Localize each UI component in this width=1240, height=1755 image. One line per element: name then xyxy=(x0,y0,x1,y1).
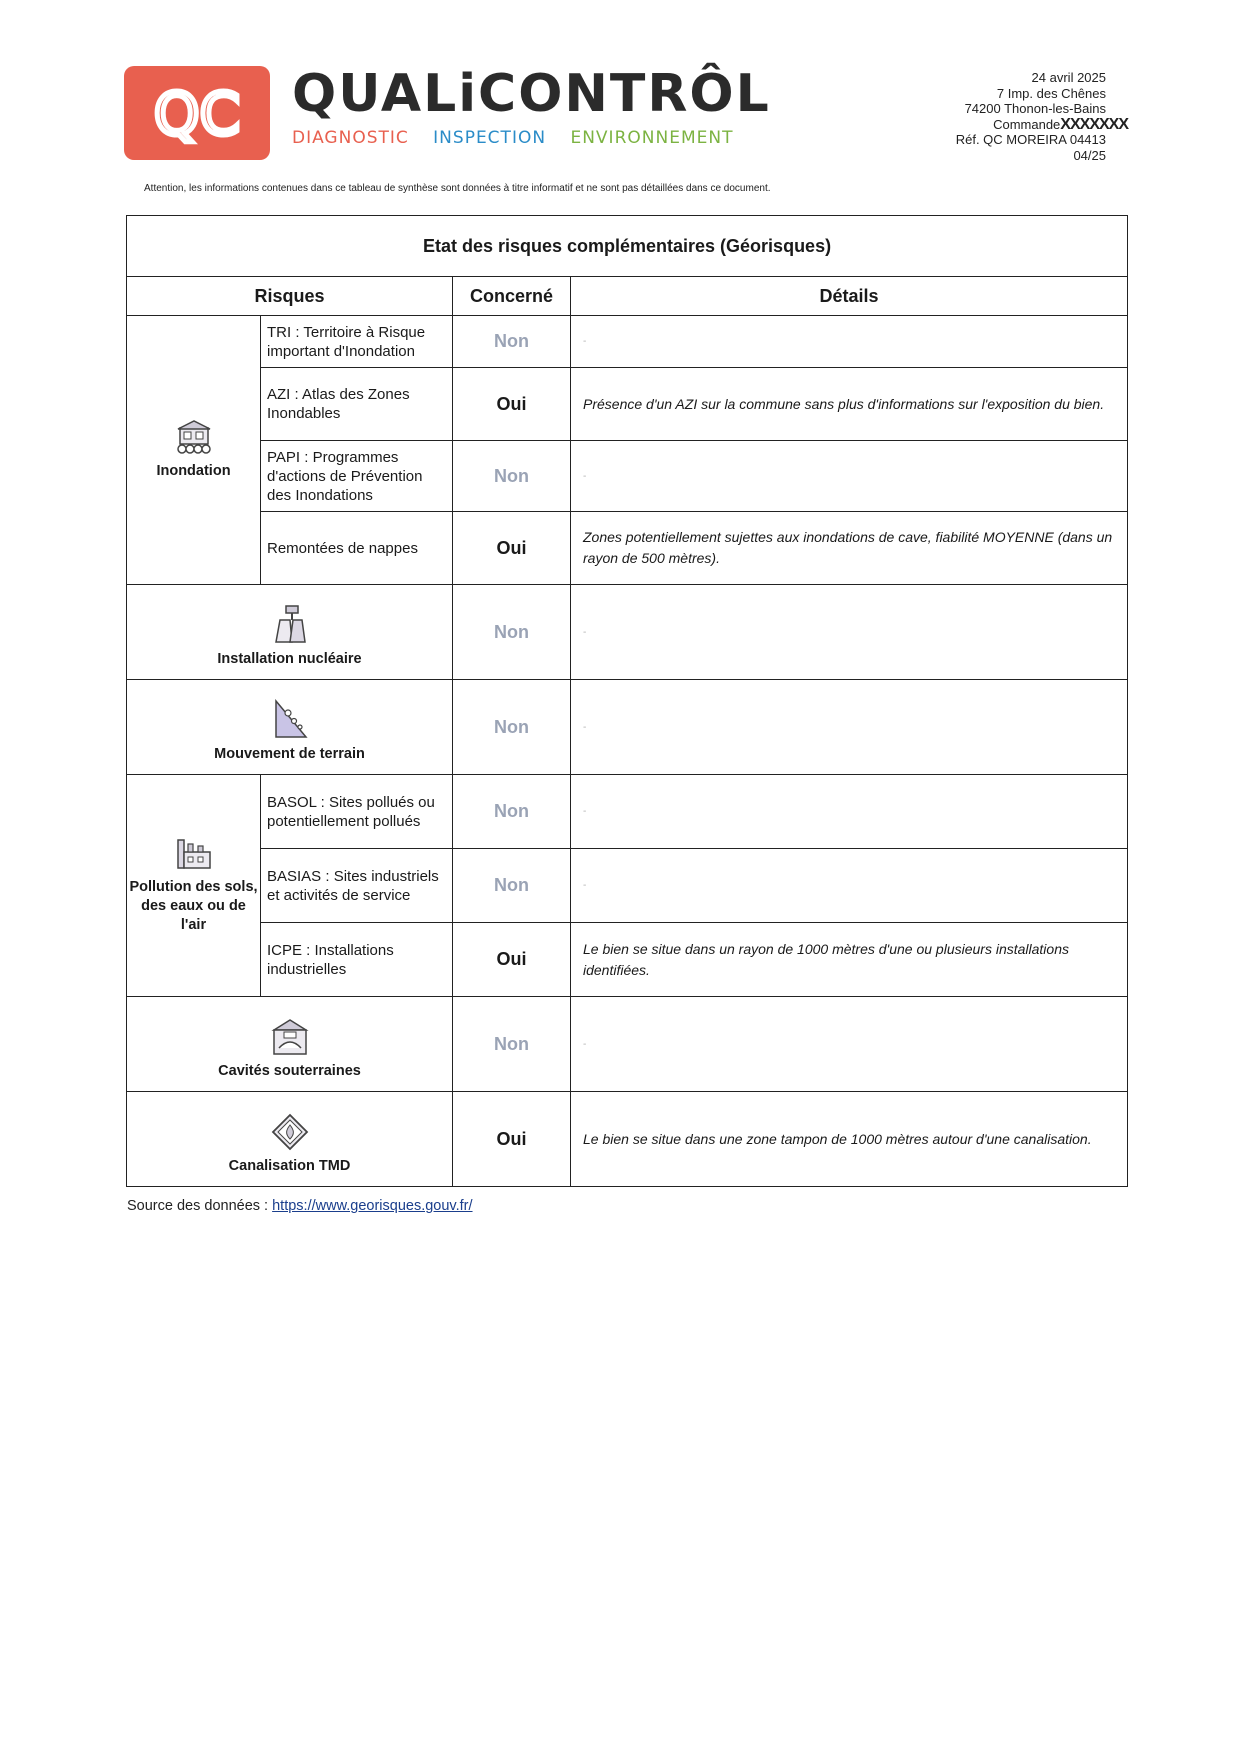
details-value: Présence d'un AZI sur la commune sans plus d'informations sur l'exposition du bien. xyxy=(571,368,1128,441)
details-value: - xyxy=(571,680,1128,775)
commande-label: Commande xyxy=(993,116,1061,132)
header-concerne: Concerné xyxy=(453,277,571,316)
category-label: Pollution des sols, des eaux ou de l'air xyxy=(129,879,258,933)
table-row xyxy=(127,441,1128,512)
brand-tags xyxy=(292,128,771,148)
landslide-icon xyxy=(272,699,308,739)
tag-inspection: INSPECTION xyxy=(433,128,547,148)
category-mouvement xyxy=(127,680,453,775)
category-inondation xyxy=(127,316,261,585)
factory-pollution-icon xyxy=(174,836,214,872)
page-ref: 04/25 xyxy=(1073,147,1106,163)
cavity-icon xyxy=(271,1018,309,1056)
details-value: - xyxy=(571,585,1128,680)
category-label: Installation nucléaire xyxy=(217,651,362,667)
category-label: Canalisation TMD xyxy=(228,1158,351,1174)
category-label: Cavités souterraines xyxy=(218,1063,361,1079)
address-line-1: 7 Imp. des Chênes xyxy=(996,85,1106,101)
document-date: 24 avril 2025 xyxy=(1031,70,1106,85)
tag-environnement: ENVIRONNEMENT xyxy=(570,128,734,148)
details-value: - xyxy=(571,316,1128,368)
category-cavites xyxy=(127,997,453,1092)
header-details: Détails xyxy=(571,277,1128,316)
sub-risk-label: BASIAS : Sites industriels et activités de service xyxy=(261,849,453,923)
commande-mask: XXXXXXX xyxy=(1060,115,1128,133)
category-label: Mouvement de terrain xyxy=(214,746,365,762)
commande-row xyxy=(956,115,1128,133)
tag-diagnostic: DIAGNOSTIC xyxy=(292,128,409,148)
hazard-diamond-icon xyxy=(271,1113,309,1151)
address-line-2: 74200 Thonon-les-Bains xyxy=(964,101,1106,116)
table-row xyxy=(127,775,1128,849)
concerne-value: Non xyxy=(453,997,571,1092)
concerne-value: Oui xyxy=(453,1092,571,1187)
flood-house-icon xyxy=(174,420,214,456)
category-label: Inondation xyxy=(156,462,231,479)
table-row xyxy=(127,923,1128,997)
concerne-value: Oui xyxy=(453,368,571,441)
concerne-value: Non xyxy=(453,441,571,512)
nuclear-plant-icon xyxy=(272,604,308,644)
details-value: - xyxy=(571,441,1128,512)
details-value: - xyxy=(571,775,1128,849)
brand xyxy=(292,66,771,148)
details-value: Zones potentiellement sujettes aux inondations de cave, fiabilité MOYENNE (dans un rayon de 500 mètres). xyxy=(571,512,1128,585)
concerne-value: Oui xyxy=(453,512,571,585)
header-risques: Risques xyxy=(127,277,453,316)
category-nucleaire xyxy=(127,585,453,680)
table-row xyxy=(127,680,1128,775)
concerne-value: Non xyxy=(453,316,571,368)
details-value: Le bien se situe dans une zone tampon de 1000 mètres autour d'une canalisation. xyxy=(571,1092,1128,1187)
source-line xyxy=(127,1198,473,1214)
details-value: - xyxy=(571,849,1128,923)
concerne-value: Non xyxy=(453,680,571,775)
brand-name: QUALiCONTRÔL xyxy=(292,64,771,124)
sub-risk-label: PAPI : Programmes d'actions de Prévention des Inondations xyxy=(261,441,453,512)
risk-table xyxy=(126,215,1128,1187)
document-info xyxy=(955,70,1128,163)
sub-risk-label: TRI : Territoire à Risque important d'Inondation xyxy=(261,316,453,368)
sub-risk-label: BASOL : Sites pollués ou potentiellement pollués xyxy=(261,775,453,849)
concerne-value: Non xyxy=(453,585,571,680)
sub-risk-label: ICPE : Installations industrielles xyxy=(261,923,453,997)
warning-text: Attention, les informations contenues dans ce tableau de synthèse sont données à titre informatif et ne sont pas détaillées dans ce document. xyxy=(144,183,771,194)
table-row xyxy=(127,585,1128,680)
table-row xyxy=(127,1092,1128,1187)
logo xyxy=(124,66,270,160)
qc-logo-icon xyxy=(124,66,270,160)
source-link[interactable]: https://www.georisques.gouv.fr/ xyxy=(272,1198,473,1214)
reference: Réf. QC MOREIRA 04413 xyxy=(955,132,1106,147)
details-value: - xyxy=(571,997,1128,1092)
table-row xyxy=(127,849,1128,923)
svg-text:QC: QC xyxy=(153,80,241,148)
table-row xyxy=(127,368,1128,441)
concerne-value: Non xyxy=(453,849,571,923)
source-label: Source des données : xyxy=(127,1198,273,1214)
concerne-value: Non xyxy=(453,775,571,849)
table-row xyxy=(127,512,1128,585)
table-row xyxy=(127,997,1128,1092)
concerne-value: Oui xyxy=(453,923,571,997)
details-value: Le bien se situe dans un rayon de 1000 mètres d'une ou plusieurs installations identifiées. xyxy=(571,923,1128,997)
sub-risk-label: Remontées de nappes xyxy=(261,512,453,585)
category-canalisation xyxy=(127,1092,453,1187)
sub-risk-label: AZI : Atlas des Zones Inondables xyxy=(261,368,453,441)
table-row xyxy=(127,316,1128,368)
category-pollution xyxy=(127,775,261,997)
table-title: Etat des risques complémentaires (Géorisques) xyxy=(127,216,1128,277)
